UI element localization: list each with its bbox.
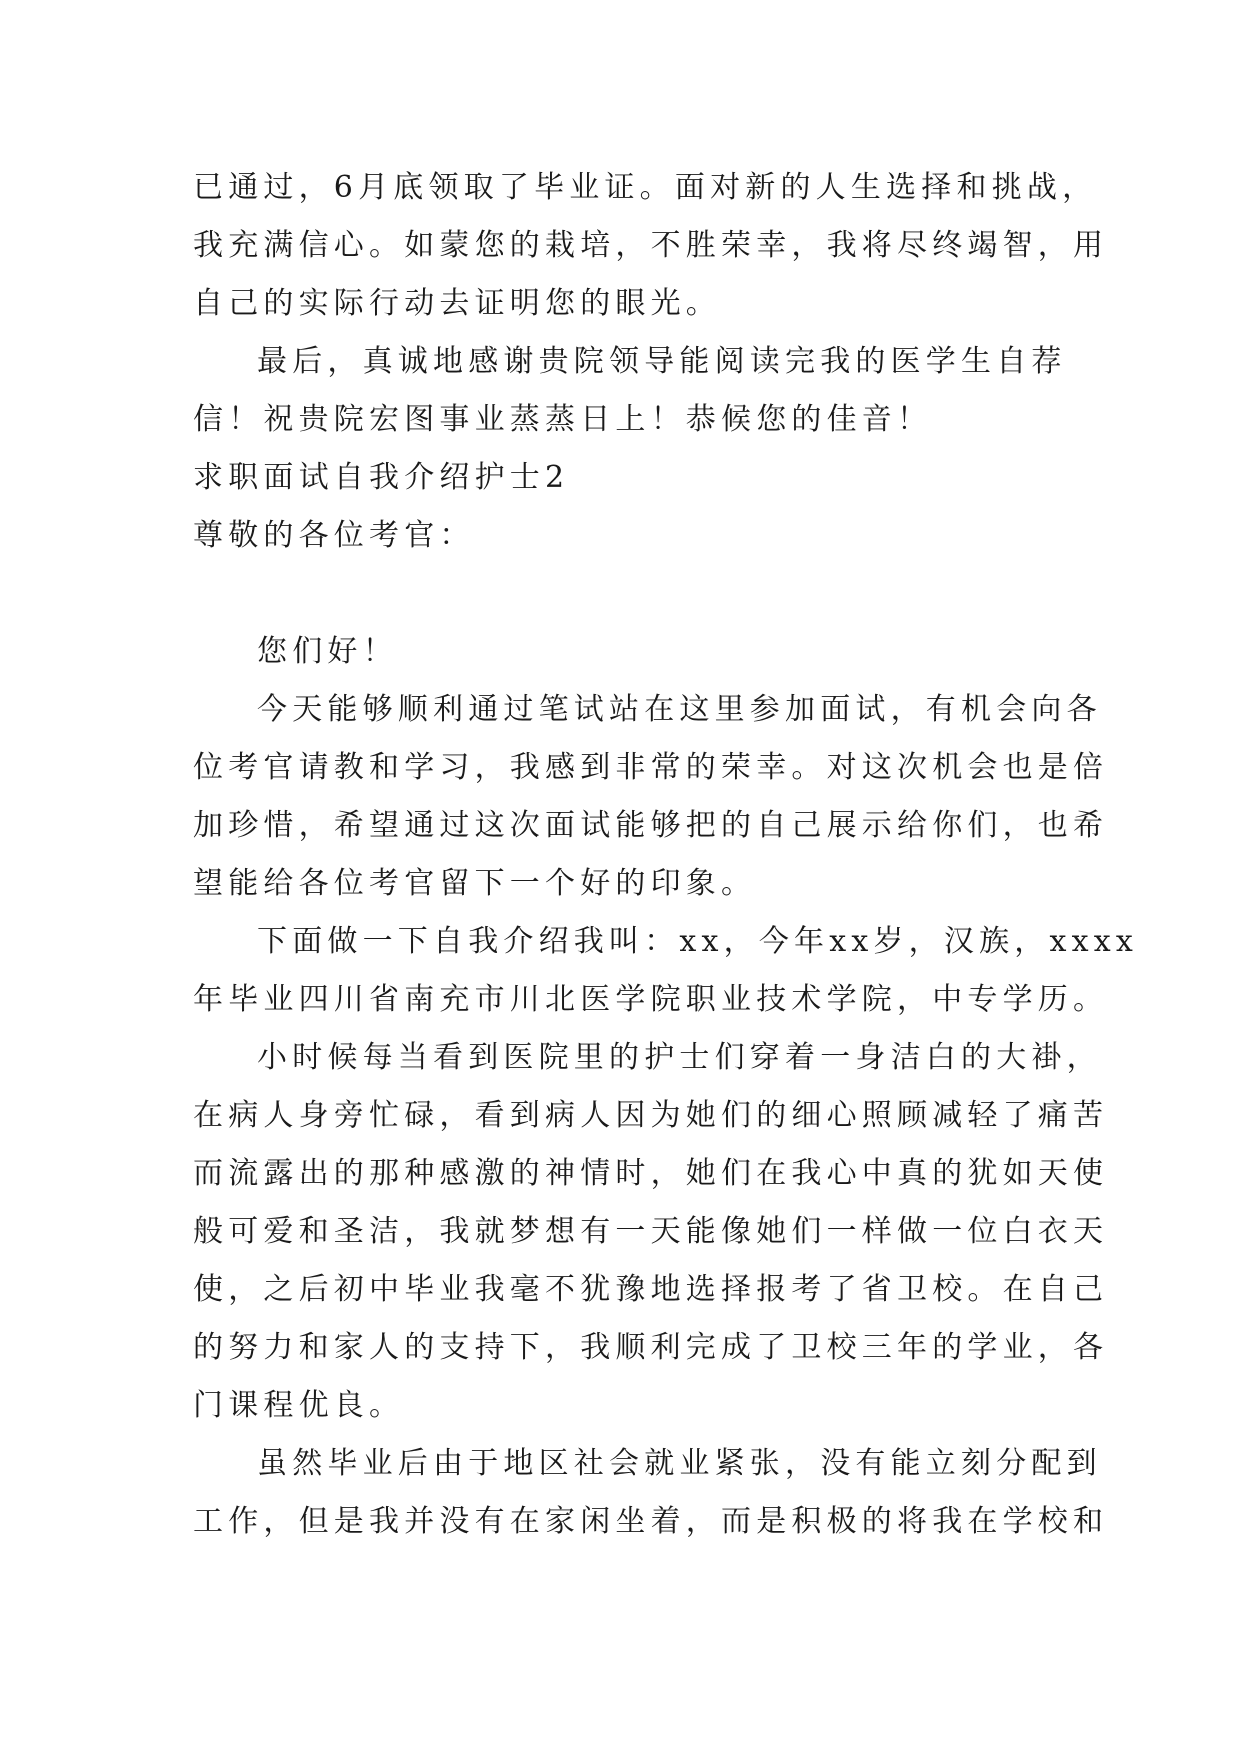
text-line: 望能给各位考官留下一个好的印象。	[193, 866, 757, 901]
text-line: 在病人身旁忙碌，看到病人因为她们的细心照顾减轻了痛苦	[193, 1098, 1109, 1133]
paragraph-childhood: 小时候每当看到医院里的护士们穿着一身洁白的大褂，	[257, 1040, 1102, 1075]
salutation: 尊敬的各位考官：	[193, 518, 475, 553]
text-line: 位考官请教和学习，我感到非常的荣幸。对这次机会也是倍	[193, 750, 1109, 785]
text-line: 门课程优良。	[193, 1388, 405, 1423]
text-line: 年毕业四川省南充市川北医学院职业技术学院，中专学历。	[193, 982, 1109, 1017]
text-line: 加珍惜，希望通过这次面试能够把的自己展示给你们，也希	[193, 808, 1109, 843]
text-line: 使，之后初中毕业我毫不犹豫地选择报考了省卫校。在自己	[193, 1272, 1109, 1307]
greeting: 您们好！	[257, 634, 398, 669]
paragraph-self-intro: 下面做一下自我介绍我叫：xx，今年xx岁，汉族，xxxx	[257, 924, 1138, 959]
text-line: 信！祝贵院宏图事业蒸蒸日上！恭候您的佳音！	[193, 402, 933, 437]
text-line: 而流露出的那种感激的神情时，她们在我心中真的犹如天使	[193, 1156, 1109, 1191]
text-line: 已通过，6月底领取了毕业证。面对新的人生选择和挑战，	[193, 170, 1098, 205]
text-line: 的努力和家人的支持下，我顺利完成了卫校三年的学业，各	[193, 1330, 1109, 1365]
paragraph-intro: 今天能够顺利通过笔试站在这里参加面试，有机会向各	[257, 692, 1102, 727]
text-line: 我充满信心。如蒙您的栽培，不胜荣幸，我将尽终竭智，用	[193, 228, 1109, 263]
text-line: 般可爱和圣洁，我就梦想有一天能像她们一样做一位白衣天	[193, 1214, 1109, 1249]
text-line: 自己的实际行动去证明您的眼光。	[193, 286, 721, 321]
section-title: 求职面试自我介绍护士2	[193, 460, 570, 495]
paragraph-after-graduation: 虽然毕业后由于地区社会就业紧张，没有能立刻分配到	[257, 1446, 1102, 1481]
text-line: 工作，但是我并没有在家闲坐着，而是积极的将我在学校和	[193, 1504, 1109, 1539]
paragraph-closing: 最后，真诚地感谢贵院领导能阅读完我的医学生自荐	[257, 344, 1067, 379]
